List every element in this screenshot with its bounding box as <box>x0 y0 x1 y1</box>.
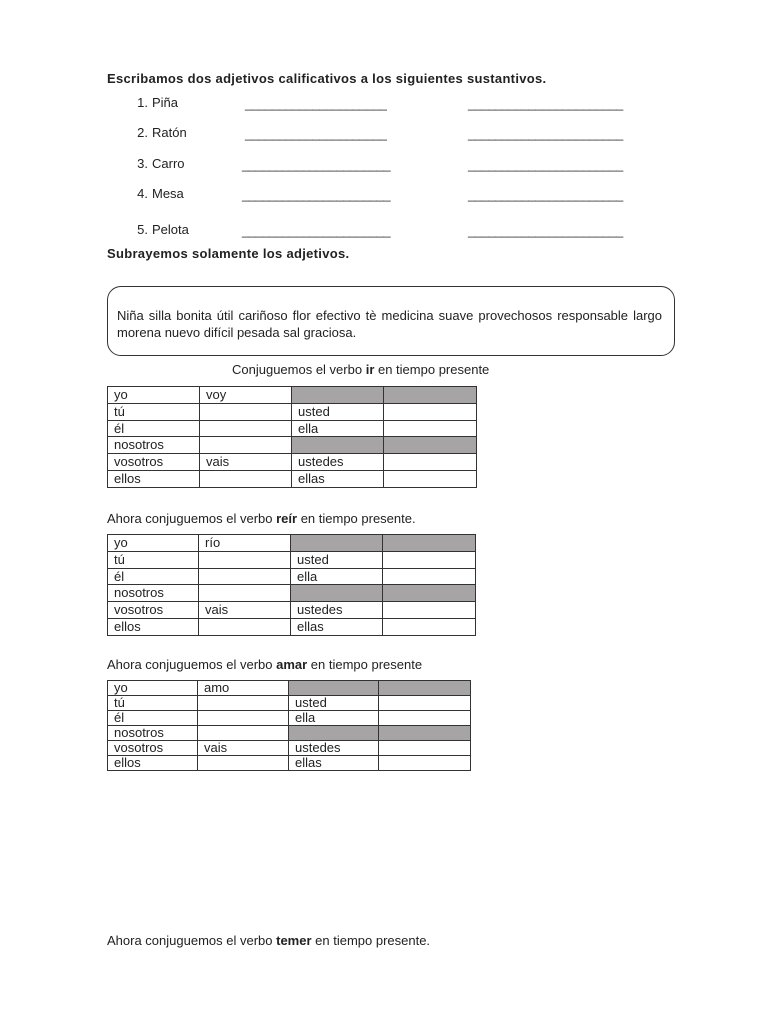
verb-form-cell[interactable] <box>384 420 477 437</box>
pronoun-cell <box>292 437 384 454</box>
pronoun-cell: vosotros <box>108 602 199 619</box>
pronoun-cell: ustedes <box>292 454 384 471</box>
answer-blank[interactable]: _______________________ <box>468 223 623 238</box>
table-row <box>108 696 471 711</box>
answer-blank[interactable]: ______________________ <box>242 223 391 238</box>
verb-form-cell[interactable] <box>384 403 477 420</box>
verb-form-cell[interactable] <box>379 741 471 756</box>
verb-form-cell[interactable] <box>384 454 477 471</box>
answer-blank[interactable]: _______________________ <box>468 187 623 202</box>
verb-form-cell <box>384 437 477 454</box>
verb-form-cell[interactable] <box>198 711 289 726</box>
pronoun-cell: ellas <box>289 756 379 771</box>
item-word: Mesa <box>152 186 184 201</box>
pronoun-cell: usted <box>292 403 384 420</box>
conjugation-table-reir <box>107 534 476 636</box>
verb-label: ir <box>365 362 375 377</box>
verb-form-cell[interactable] <box>198 726 289 741</box>
pronoun-cell: él <box>108 711 198 726</box>
title-suffix: en tiempo presente. <box>297 511 416 526</box>
verb-label: reír <box>276 511 298 526</box>
item-number: 3. <box>137 156 148 171</box>
verb-form-cell[interactable] <box>379 711 471 726</box>
verb-form-cell[interactable]: vais <box>198 741 289 756</box>
item-word: Pelota <box>152 222 189 237</box>
pronoun-cell: ellas <box>291 618 383 635</box>
answer-blank[interactable]: _______________________ <box>468 96 623 111</box>
table-row <box>108 726 471 741</box>
pronoun-cell: él <box>108 568 199 585</box>
table-row <box>108 681 471 696</box>
conjugation-table-ir <box>107 386 477 488</box>
pronoun-cell: ellos <box>108 470 200 487</box>
verb-form-cell[interactable]: vais <box>200 454 292 471</box>
verb-form-cell[interactable] <box>199 551 291 568</box>
pronoun-cell: ella <box>291 568 383 585</box>
pronoun-cell <box>292 387 384 404</box>
item-number: 1. <box>137 95 148 110</box>
conjugation-title-reir <box>107 511 416 526</box>
verb-form-cell[interactable] <box>198 696 289 711</box>
verb-form-cell <box>379 726 471 741</box>
verb-form-cell[interactable] <box>199 568 291 585</box>
table-row <box>108 568 476 585</box>
verb-form-cell <box>383 585 476 602</box>
table-row <box>108 602 476 619</box>
verb-form-cell[interactable] <box>383 568 476 585</box>
verb-form-cell[interactable] <box>383 618 476 635</box>
answer-blank[interactable]: _____________________ <box>245 96 387 111</box>
verb-form-cell[interactable] <box>383 551 476 568</box>
pronoun-cell <box>289 681 379 696</box>
table-row <box>108 535 476 552</box>
pronoun-cell: ellos <box>108 618 199 635</box>
pronoun-cell: nosotros <box>108 726 198 741</box>
table-row <box>108 387 477 404</box>
answer-blank[interactable]: _______________________ <box>468 157 623 172</box>
item-word: Ratón <box>152 125 187 140</box>
verb-form-cell <box>383 535 476 552</box>
table-row <box>108 470 477 487</box>
answer-blank[interactable]: ______________________ <box>242 187 391 202</box>
pronoun-cell: tú <box>108 696 198 711</box>
table-row <box>108 403 477 420</box>
pronoun-cell <box>289 726 379 741</box>
pronoun-cell: tú <box>108 551 199 568</box>
pronoun-cell: ella <box>292 420 384 437</box>
title-suffix: en tiempo presente <box>307 657 423 672</box>
title-prefix: Ahora conjuguemos el verbo <box>107 511 277 526</box>
conjugation-title-ir <box>232 362 489 377</box>
pronoun-cell: vosotros <box>108 454 200 471</box>
pronoun-cell: tú <box>108 403 200 420</box>
item-word: Piña <box>152 95 179 110</box>
table-row <box>108 551 476 568</box>
answer-blank[interactable]: _______________________ <box>468 126 623 141</box>
conjugation-title-amar <box>107 657 422 672</box>
verb-form-cell[interactable] <box>199 618 291 635</box>
verb-form-cell[interactable] <box>379 756 471 771</box>
verb-form-cell[interactable] <box>200 470 292 487</box>
pronoun-cell: ustedes <box>291 602 383 619</box>
table-row <box>108 741 471 756</box>
table-row <box>108 756 471 771</box>
word-box-text: Niña silla bonita útil cariñoso flor efectivo tè medicina suave provechosos responsable largo morena nuevo difícil pesada sal graciosa. <box>117 308 662 340</box>
pronoun-cell: vosotros <box>108 741 198 756</box>
verb-form-cell[interactable]: vais <box>199 602 291 619</box>
pronoun-cell <box>291 535 383 552</box>
title-suffix: en tiempo presente <box>374 362 490 377</box>
item-number: 2. <box>137 125 148 140</box>
table-row <box>108 437 477 454</box>
pronoun-cell: ellas <box>292 470 384 487</box>
pronoun-cell: ustedes <box>289 741 379 756</box>
verb-form-cell[interactable] <box>384 470 477 487</box>
conjugation-title-temer <box>107 933 430 948</box>
pronoun-cell: yo <box>108 535 199 552</box>
verb-form-cell <box>379 681 471 696</box>
item-number: 4. <box>137 186 148 201</box>
pronoun-cell: yo <box>108 681 198 696</box>
table-row <box>108 711 471 726</box>
answer-blank[interactable]: _____________________ <box>245 126 387 141</box>
table-row <box>108 618 476 635</box>
verb-form-cell[interactable]: voy <box>200 387 292 404</box>
verb-form-cell[interactable]: río <box>199 535 291 552</box>
verb-form-cell[interactable] <box>200 420 292 437</box>
title-prefix: Ahora conjuguemos el verbo <box>107 933 277 948</box>
section1-heading: Escribamos dos adjetivos calificativos a los siguientes sustantivos. <box>107 71 547 86</box>
verb-form-cell[interactable] <box>200 403 292 420</box>
pronoun-cell <box>291 585 383 602</box>
verb-label: amar <box>276 657 308 672</box>
conjugation-table-amar <box>107 680 471 771</box>
pronoun-cell: usted <box>289 696 379 711</box>
verb-form-cell[interactable] <box>383 602 476 619</box>
verb-form-cell <box>384 387 477 404</box>
pronoun-cell: nosotros <box>108 585 199 602</box>
verb-label: temer <box>276 933 312 948</box>
verb-form-cell[interactable] <box>379 696 471 711</box>
table-row <box>108 585 476 602</box>
title-suffix: en tiempo presente. <box>311 933 431 948</box>
pronoun-cell: ellos <box>108 756 198 771</box>
item-word: Carro <box>152 156 185 171</box>
section2-heading: Subrayemos solamente los adjetivos. <box>107 246 350 261</box>
pronoun-cell: yo <box>108 387 200 404</box>
verb-form-cell[interactable]: amo <box>198 681 289 696</box>
title-prefix: Conjuguemos el verbo <box>232 362 366 377</box>
pronoun-cell: usted <box>291 551 383 568</box>
word-box <box>107 286 675 356</box>
item-number: 5. <box>137 222 148 237</box>
pronoun-cell: ella <box>289 711 379 726</box>
verb-form-cell[interactable] <box>200 437 292 454</box>
answer-blank[interactable]: ______________________ <box>242 157 391 172</box>
table-row <box>108 420 477 437</box>
verb-form-cell[interactable] <box>199 585 291 602</box>
title-prefix: Ahora conjuguemos el verbo <box>107 657 277 672</box>
table-row <box>108 454 477 471</box>
verb-form-cell[interactable] <box>198 756 289 771</box>
pronoun-cell: él <box>108 420 200 437</box>
pronoun-cell: nosotros <box>108 437 200 454</box>
